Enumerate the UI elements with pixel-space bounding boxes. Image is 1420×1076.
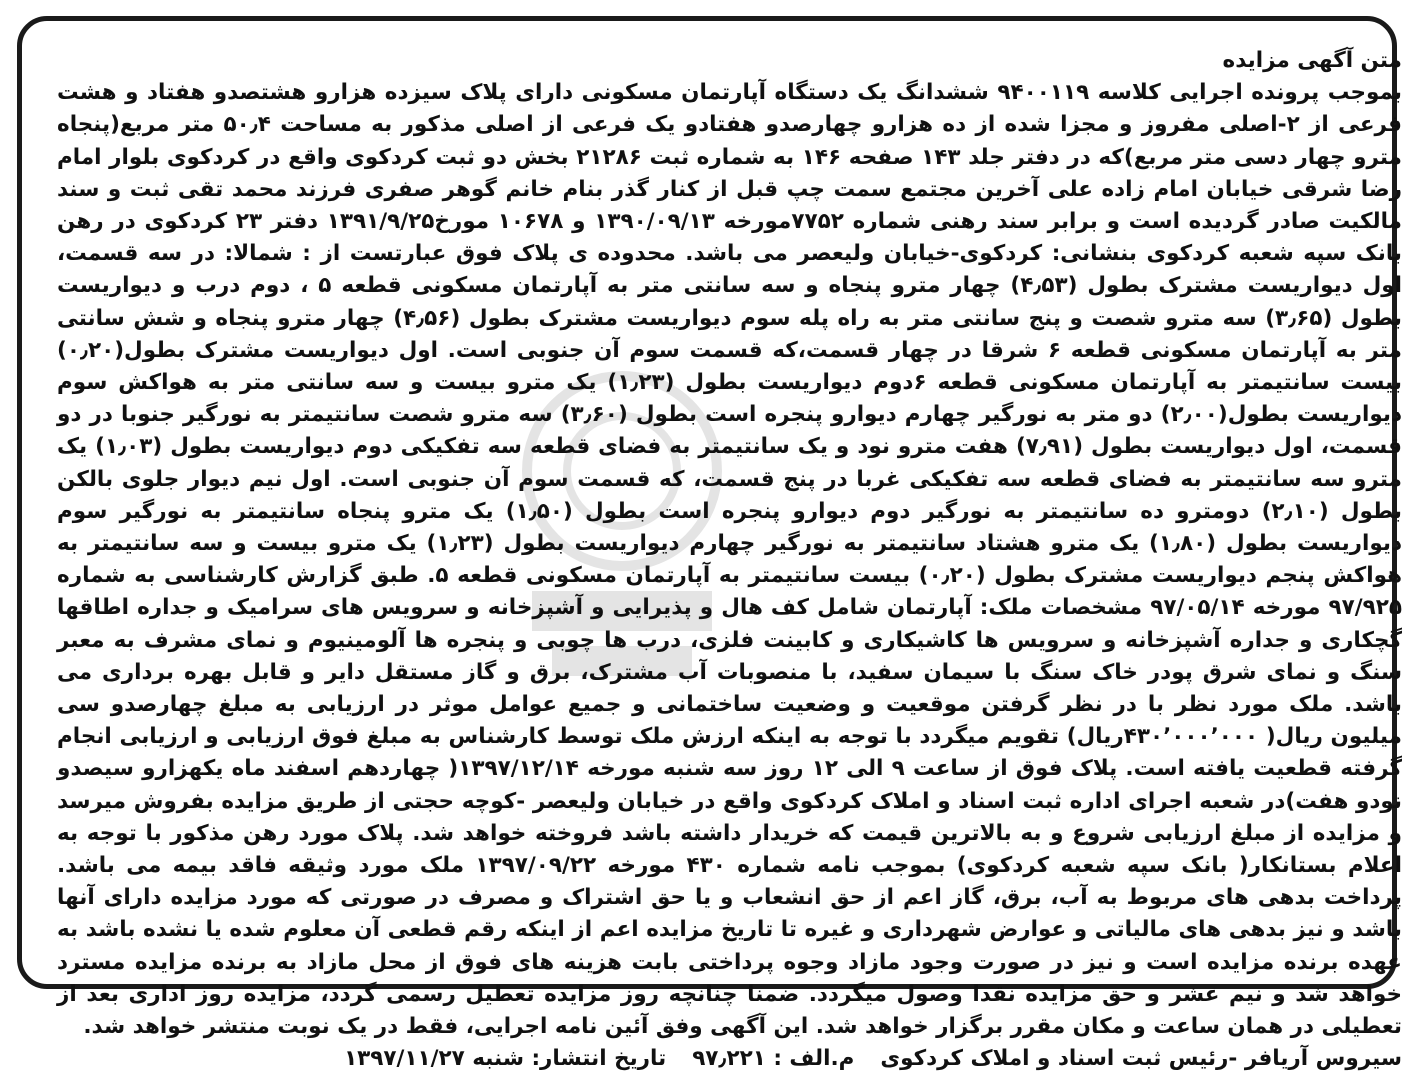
official-signature: سیروس آریافر -رئیس ثبت اسناد و املاک کردکوی [880, 1046, 1402, 1072]
reference-number: م.الف : ۹۷٫۲۲۱ [692, 1046, 855, 1072]
notice-paragraph: بموجب پرونده اجرایی کلاسه ۹۴۰۰۱۱۹ ششدانگ یک دستگاه آپارتمان مسکونی دارای پلاک سیزده هزارو هشتصدو هفتاد و هشت فرعی از ۲-اصلی مفروز و مجزا شده از ده هزارو چهارصدو هفتادو یک فرعی از اصلی مذکور به مساحت ۵۰٫۴ متر مربع(پنجاه مترو چهار دسی متر مربع)که در دفتر جلد ۱۴۳ صفحه ۱۴۶ به شماره ثبت ۲۱۲۸۶ بخش دو ثبت کردکوی واقع در کردکوی بلوار امام رضا شرقی خیابان امام زاده علی آخرین مجتمع سمت چپ قبل از کنار گذر بنام خانم گوهر صفری فرزند محمد تقی ثبت و سند مالکیت صادر گردیده است و برابر سند رهنی شماره ۷۷۵۲مورخه ۱۳۹۰/۰۹/۱۳ و ۱۰۶۷۸ مورخ۱۳۹۱/۹/۲۵ دفتر ۲۳ کردکوی در رهن بانک سپه شعبه کردکوی بنشانی: کردکوی-خیابان ولیعصر می باشد. محدوده ی پلاک فوق عبارتست از : شمالا: در سه قسمت، اول دیواریست مشترک بطول (۴٫۵۳) چهار مترو پنجاه و سه سانتی متر به آپارتمان مسکونی قطعه ۵ ، دوم درب و دیواریست بطول (۳٫۶۵) سه مترو شصت و پنج سانتی متر به راه پله سوم دیواریست مشترک بطول (۴٫۵۶) چهار مترو پنجاه و شش سانتی متر به آپارتمان مسکونی قطعه ۶ شرقا در چهار قسمت،که قسمت سوم آن جنوبی است. اول دیواریست مشترک بطول(۰٫۲۰) بیست سانتیمتر به آپارتمان مسکونی قطعه ۶دوم دیواریست بطول (۱٫۲۳) یک مترو بیست و سه سانتی متر به هواکش سوم دیواریست بطول(۲٫۰۰) دو متر به نورگیر چهارم دیوارو پنجره است بطول (۳٫۶۰) سه مترو شصت سانتیمتر به نورگیر جنوبا در دو قسمت، اول دیواریست بطول (۷٫۹۱) هفت مترو نود و یک سانتیمتر به فضای قطعه سه تفکیکی دوم دیواریست بطول (۱٫۰۳) یک مترو سه سانتیمتر به فضای قطعه سه تفکیکی غربا در پنج قسمت، که قسمت سوم آن جنوبی است. اول نیم دیوار جلوی بالکن بطول (۲٫۱۰) دومترو ده سانتیمتر به نورگیر دوم دیوارو پنجره است بطول (۱٫۵۰) یک مترو پنجاه سانتیمتر به نورگیر سوم دیواریست بطول (۱٫۸۰) یک مترو هشتاد سانتیمتر به نورگیر چهارم دیواریست بطول (۱٫۲۳) یک مترو بیست و سه سانتیمتر به هواکش پنجم دیواریست مشترک بطول (۰٫۲۰) بیست سانتیمتر به آپارتمان مسکونی قطعه ۵. طبق گزارش کارشناسی به شماره ۹۷/۹۲۵ مورخه ۹۷/۰۵/۱۴ مشخصات ملک: آپارتمان شامل کف هال و پذیرایی و آشپزخانه و سرویس های سرامیک و جداره اطاقها گچکاری و جداره آشپزخانه و سرویس ها کاشیکاری و کابینت فلزی، درب ها چوبی و پنجره ها آلومینیوم و نمای مشرف به معبر سنگ و نمای شرق پودر خاک سنگ با سیمان سفید، با منصوبات آب مشترک، برق و گاز مستقل دایر و قابل بهره برداری می باشد. ملک مورد نظر با در نظر گرفتن موقعیت و وضعیت ساختمانی و جمیع عوامل موثر در ارزیابی به مبلغ چهارصدو سی میلیون ریال( ۴۳۰٬۰۰۰٬۰۰۰ریال) تقویم میگردد با توجه به اینکه ارزش ملک توسط کارشناس به مبلغ فوق ارزیابی و ارزیابی انجام گرفته قطعیت یافته است. پلاک فوق از ساعت ۹ الی ۱۲ روز سه شنبه مورخه ۱۳۹۷/۱۲/۱۴( چهاردهم اسفند ماه یکهزارو سیصدو نودو هفت)در شعبه اجرای اداره ثبت اسناد و املاک کردکوی واقع در خیابان ولیعصر -کوچه حجتی از طریق مزایده بفروش میرسد و مزایده از مبلغ ارزیابی شروع و به بالاترین قیمت که خریدار داشته باشد فروخته خواهد شد. پلاک مورد رهن مذکور با توجه به اعلام بستانکار( بانک سپه شعبه کردکوی) بموجب نامه شماره ۴۳۰ مورخه ۱۳۹۷/۰۹/۲۲ ملک مورد وثیقه فاقد بیمه می باشد. پرداخت بدهی های مربوط به آب، برق، گاز اعم از حق انشعاب و یا حق اشتراک و مصرف در صورتی که مورد مزایده دارای آنها باشد و نیز بدهی های مالیاتی و عوارض شهرداری و غیره تا تاریخ مزایده اعم از اینکه رقم قطعی آن معلوم شده یا نشده باشد به عهده برنده مزایده است و نیز در صورت وجود مازاد وجوه پرداختی بابت هزینه های فوق از محل مازاد به برنده مزایده مسترد خواهد شد و نیم عشر و حق مزایده نقدا وصول میگردد. ضمنا چنانچه روز مزایده تعطیل رسمی گردد، مزایده روز اداری بعد از تعطیلی در همان ساعت و مکان مقرر برگزار خواهد شد. این آگهی وفق آئین نامه اجرایی، فقط در یک نوبت منتشر خواهد شد. [57, 80, 1403, 1040]
publish-date: تاریخ انتشار: شنبه ۱۳۹۷/۱۱/۲۷ [344, 1046, 667, 1072]
signature-line [57, 1043, 1402, 1075]
notice-frame [17, 16, 1403, 1072]
notice-body [57, 45, 1402, 1076]
notice-title: متن آگهی مزایده [1222, 48, 1402, 73]
